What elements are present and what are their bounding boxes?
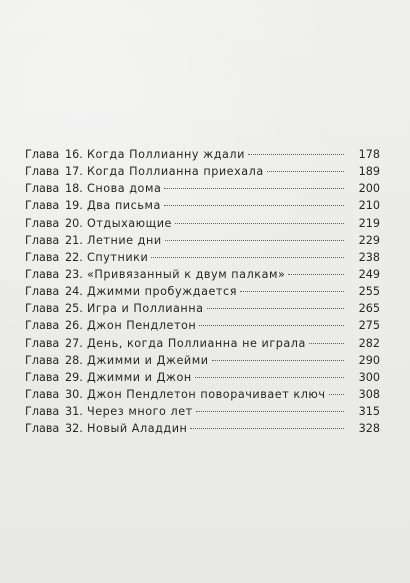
page-number: 219 xyxy=(358,216,380,230)
chapter-number: 28. xyxy=(65,353,83,367)
chapter-number: 24. xyxy=(65,285,83,299)
chapter-label: Глава xyxy=(25,302,60,316)
chapter-number: 29. xyxy=(65,370,83,384)
toc-entry xyxy=(25,369,380,386)
chapter-label: Глава xyxy=(25,148,60,161)
chapter-title: Джон Пендлетон поворачивает ключ xyxy=(87,387,326,401)
chapter-title-line xyxy=(87,420,344,437)
chapter-number: 21. xyxy=(65,233,83,247)
chapter-label: Глава xyxy=(25,285,60,299)
toc-entry xyxy=(25,300,380,317)
dot-leader xyxy=(240,290,344,292)
chapter-title-line xyxy=(87,249,344,266)
dot-leader xyxy=(199,324,344,326)
chapter-number: 18. xyxy=(65,182,83,196)
page-number: 265 xyxy=(358,302,380,316)
chapter-label: Глава xyxy=(25,216,60,230)
chapter-title: Новый Аладдин xyxy=(87,422,188,436)
table-of-contents xyxy=(25,146,380,437)
toc-entry xyxy=(25,215,380,232)
chapter-number: 16. xyxy=(65,148,83,161)
page-number: 328 xyxy=(358,422,380,436)
chapter-title-line xyxy=(87,386,344,403)
page-number: 290 xyxy=(358,353,380,367)
chapter-title: Джимми и Джейми xyxy=(87,353,209,367)
page-number: 238 xyxy=(358,250,380,264)
dot-leader xyxy=(196,410,344,412)
chapter-number: 26. xyxy=(65,319,83,333)
chapter-title: Джимми и Джон xyxy=(87,370,192,384)
page-number: 300 xyxy=(358,370,380,384)
page-number: 315 xyxy=(358,405,380,419)
chapter-label: Глава xyxy=(25,267,60,281)
toc-entry xyxy=(25,335,380,352)
chapter-title-line xyxy=(87,317,344,334)
chapter-number: 30. xyxy=(65,387,83,401)
chapter-number: 17. xyxy=(65,165,83,179)
chapter-title-line xyxy=(87,403,344,420)
chapter-number: 22. xyxy=(65,250,83,264)
page-number: 210 xyxy=(358,199,380,213)
chapter-label: Глава xyxy=(25,387,60,401)
chapter-title: Через много лет xyxy=(87,405,193,419)
toc-entry xyxy=(25,197,380,214)
chapter-label: Глава xyxy=(25,233,60,247)
chapter-title: Отдыхающие xyxy=(87,216,172,230)
dot-leader xyxy=(329,393,344,395)
toc-entry xyxy=(25,317,380,334)
page-number: 189 xyxy=(358,165,380,179)
chapter-title: Летние дни xyxy=(87,233,162,247)
toc-entry xyxy=(25,180,380,197)
toc-entry xyxy=(25,403,380,420)
page-number: 249 xyxy=(358,267,380,281)
dot-leader xyxy=(165,239,344,241)
chapter-title-line xyxy=(87,283,344,300)
toc-entry xyxy=(25,283,380,300)
chapter-title: Два письма xyxy=(87,199,161,213)
chapter-number: 19. xyxy=(65,199,83,213)
chapter-label: Глава xyxy=(25,353,60,367)
chapter-label: Глава xyxy=(25,182,60,196)
chapter-title-line xyxy=(87,352,344,369)
chapter-label: Глава xyxy=(25,405,60,419)
toc-entry xyxy=(25,232,380,249)
chapter-label: Глава xyxy=(25,199,60,213)
page-number: 229 xyxy=(358,233,380,247)
chapter-title: «Привязанный к двум палкам» xyxy=(87,267,286,281)
chapter-title-line xyxy=(87,163,344,180)
chapter-label: Глава xyxy=(25,319,60,333)
toc-entry xyxy=(25,352,380,369)
toc-entry xyxy=(25,266,380,283)
chapter-title: Джон Пендлетон xyxy=(87,319,197,333)
dot-leader xyxy=(212,359,344,361)
chapter-label: Глава xyxy=(25,336,60,350)
toc-entry xyxy=(25,163,380,180)
chapter-title: Когда Поллианну ждали xyxy=(87,148,245,161)
page-number: 275 xyxy=(358,319,380,333)
toc-entry xyxy=(25,420,380,437)
dot-leader xyxy=(267,170,344,172)
page-number: 178 xyxy=(358,148,380,161)
chapter-label: Глава xyxy=(25,250,60,264)
page-number: 200 xyxy=(358,182,380,196)
chapter-label: Глава xyxy=(25,165,60,179)
chapter-number: 23. xyxy=(65,267,83,281)
dot-leader xyxy=(151,256,344,258)
chapter-title-line xyxy=(87,232,344,249)
toc-entry xyxy=(25,249,380,266)
dot-leader xyxy=(288,273,344,275)
toc-entry xyxy=(25,386,380,403)
chapter-title: День, когда Поллианна не играла xyxy=(87,336,306,350)
chapter-title: Снова дома xyxy=(87,182,162,196)
dot-leader xyxy=(164,187,344,189)
chapter-number: 27. xyxy=(65,336,83,350)
chapter-title-line xyxy=(87,300,344,317)
toc-entry xyxy=(25,146,380,163)
dot-leader xyxy=(207,307,344,309)
chapter-title-line xyxy=(87,215,344,232)
chapter-title-line xyxy=(87,180,344,197)
page-number: 308 xyxy=(358,387,380,401)
dot-leader xyxy=(175,222,344,224)
chapter-title-line xyxy=(87,335,344,352)
page-number: 282 xyxy=(358,336,380,350)
chapter-label: Глава xyxy=(25,370,60,384)
chapter-number: 32. xyxy=(65,422,83,436)
page-number: 255 xyxy=(358,285,380,299)
chapter-title: Джимми пробуждается xyxy=(87,285,237,299)
dot-leader xyxy=(190,427,344,429)
chapter-title-line xyxy=(87,197,344,214)
chapter-title: Спутники xyxy=(87,250,149,264)
chapter-number: 25. xyxy=(65,302,83,316)
chapter-number: 20. xyxy=(65,216,83,230)
dot-leader xyxy=(164,204,344,206)
chapter-title: Когда Поллианна приехала xyxy=(87,165,264,179)
chapter-label: Глава xyxy=(25,422,60,436)
chapter-title-line xyxy=(87,266,344,283)
chapter-number: 31. xyxy=(65,405,83,419)
dot-leader xyxy=(195,376,344,378)
dot-leader xyxy=(309,342,344,344)
chapter-title-line xyxy=(87,146,344,163)
chapter-title: Игра и Поллианна xyxy=(87,302,204,316)
dot-leader xyxy=(248,153,344,155)
chapter-title-line xyxy=(87,369,344,386)
